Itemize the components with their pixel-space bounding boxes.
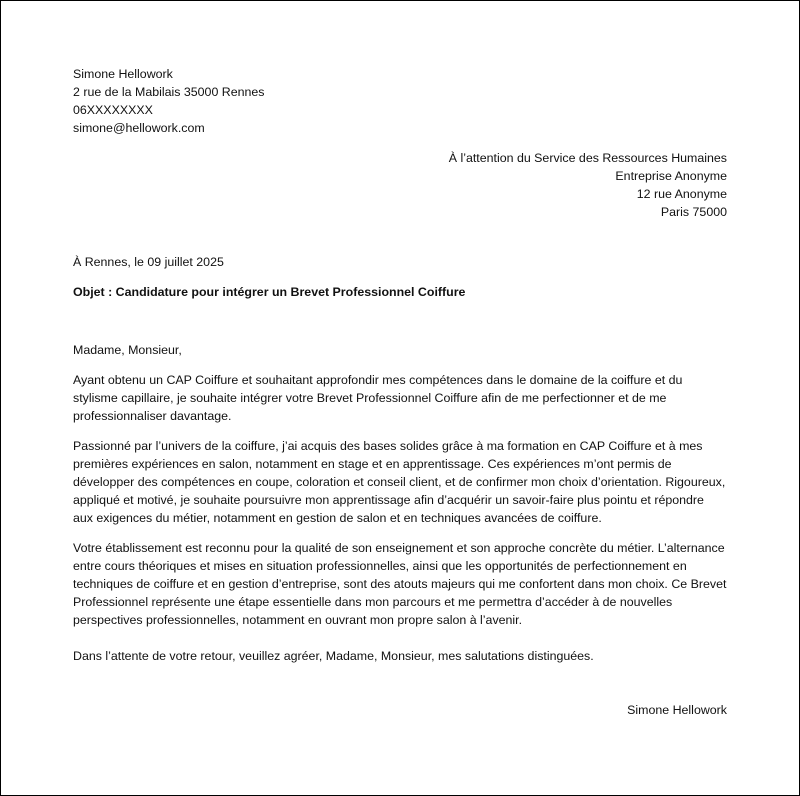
closing-formula: Dans l’attente de votre retour, veuillez agréer, Madame, Monsieur, mes salutations distinguées. (73, 649, 594, 663)
signature: Simone Hellowork (627, 703, 727, 717)
sender-address: 2 rue de la Mabilais 35000 Rennes (73, 85, 265, 99)
body-paragraph-1: Ayant obtenu un CAP Coiffure et souhaitant approfondir mes compétences dans le domaine de la coiffure et du stylisme capillaire, je souhaite intégrer votre Brevet Professionnel Coiffure afin de me perfectionner et de me professionnaliser davantage. (73, 373, 683, 423)
subject-line: Objet : Candidature pour intégrer un Brevet Professionnel Coiffure (73, 285, 466, 299)
sender-name: Simone Hellowork (73, 67, 173, 81)
recipient-company: Entreprise Anonyme (615, 169, 727, 183)
recipient-city: Paris 75000 (660, 205, 727, 219)
sender-block (73, 65, 727, 137)
letter-content (73, 65, 727, 719)
sender-email: simone@hellowork.com (73, 121, 205, 135)
salutation: Madame, Monsieur, (73, 343, 182, 357)
body-paragraph-2: Passionné par l’univers de la coiffure, j’ai acquis des bases solides grâce à ma formation en CAP Coiffure et à mes premières expériences en salon, notamment en stage et en apprentissage. Ces expériences m’ont permis de développer des compétences en coupe, coloration et conseil client, et de confirmer mon choix d’orientation. Rigoureux, appliqué et motivé, je souhaite poursuivre mon apprentissage afin d’acquérir un savoir-faire plus pointu et répondre aux exigences du métier, notamment en gestion de salon et en techniques avancées de coiffure. (73, 439, 726, 525)
recipient-block (73, 149, 727, 221)
recipient-street: 12 rue Anonyme (636, 187, 727, 201)
sender-phone: 06XXXXXXXX (73, 103, 153, 117)
date-line: À Rennes, le 09 juillet 2025 (73, 255, 224, 269)
recipient-attention: À l’attention du Service des Ressources Humaines (448, 151, 727, 165)
body-paragraph-3: Votre établissement est reconnu pour la qualité de son enseignement et son approche concrète du métier. L’alternance entre cours théoriques et mises en situation professionnelles, ainsi que les opportunités de perfectionnement en techniques de coiffure et en gestion d’entreprise, sont des atouts majeurs qui me confortent dans mon choix. Ce Brevet Professionnel représente une étape essentielle dans mon parcours et me permettra d’accéder à de nouvelles perspectives professionnelles, notamment en ouvrant mon propre salon à l’avenir. (73, 541, 727, 627)
